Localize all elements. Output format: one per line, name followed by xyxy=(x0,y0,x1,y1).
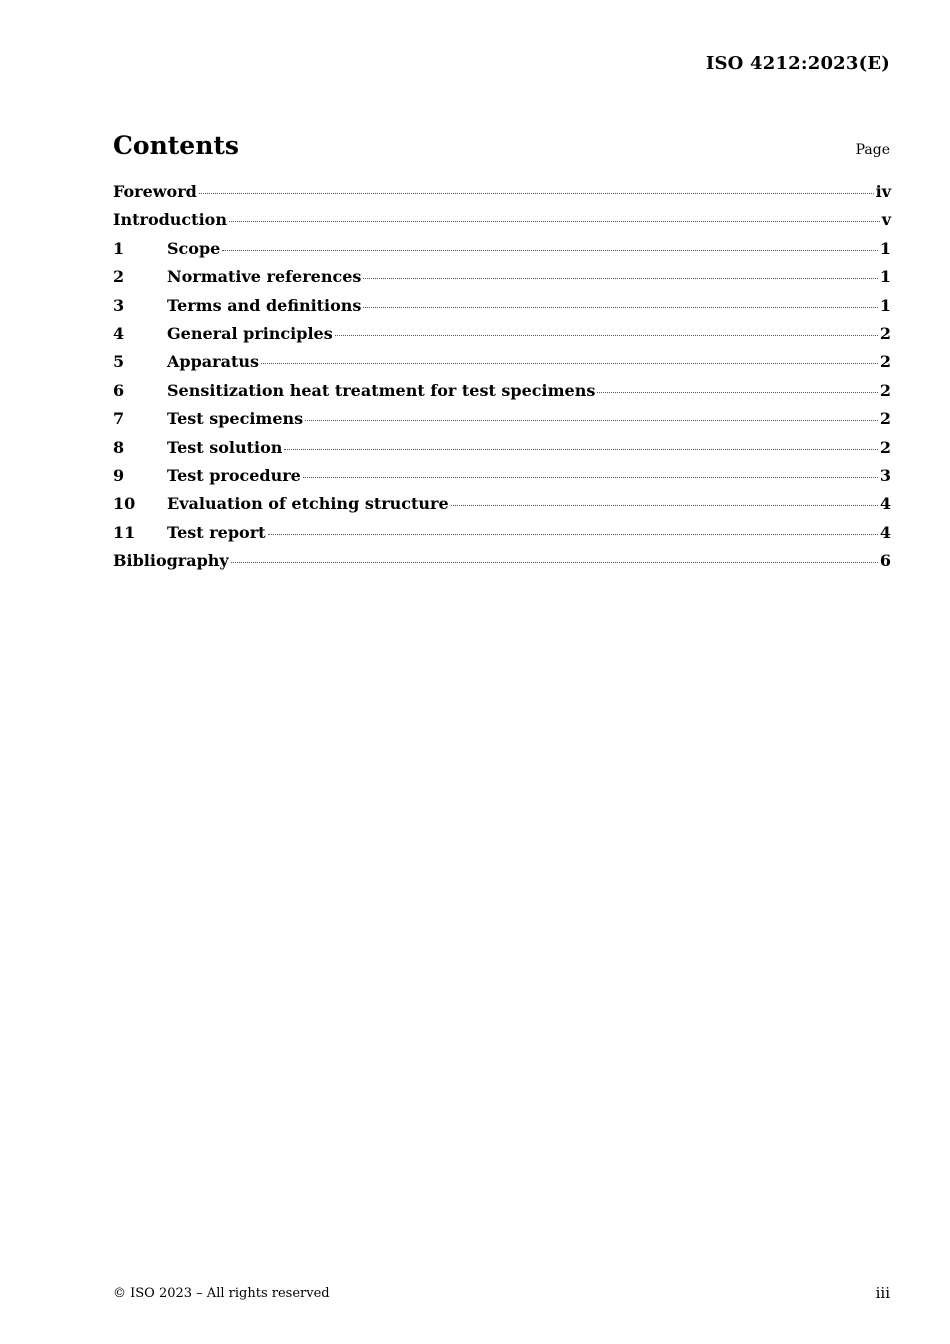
leader-dots xyxy=(363,278,877,279)
toc-entry-number: 4 xyxy=(113,323,125,343)
toc-entry-title: Test report xyxy=(167,522,266,542)
toc-entry-page: 3 xyxy=(879,465,891,485)
leader-dots xyxy=(222,250,878,251)
toc-entry-number: 8 xyxy=(113,437,125,457)
toc-entry-title: General principles xyxy=(167,323,333,343)
toc-entry-number: 11 xyxy=(113,522,136,542)
toc-entry-page: 2 xyxy=(879,409,891,429)
document-id: ISO 4212:2023(E) xyxy=(705,53,890,74)
toc-entry-test-solution[interactable] xyxy=(113,438,891,466)
toc-entry-foreword[interactable] xyxy=(113,182,891,210)
toc-entry-page: 6 xyxy=(879,551,891,571)
leader-dots xyxy=(284,449,877,450)
leader-dots xyxy=(199,193,874,194)
contents-heading: Contents xyxy=(113,131,240,160)
toc-entry-title: Bibliography xyxy=(113,551,229,571)
toc-entry-page: 1 xyxy=(879,238,891,258)
leader-dots xyxy=(363,307,877,308)
toc-entry-number: 5 xyxy=(113,352,125,372)
leader-dots xyxy=(451,505,878,506)
toc-entry-introduction[interactable] xyxy=(113,210,891,238)
toc-entry-page: 2 xyxy=(879,352,891,372)
toc-entry-normative-references[interactable] xyxy=(113,267,891,295)
toc-entry-general-principles[interactable] xyxy=(113,324,891,352)
toc-entry-title: Scope xyxy=(167,238,221,258)
toc-entry-number: 2 xyxy=(113,267,125,287)
toc-entry-title: Sensitization heat treatment for test specimens xyxy=(167,380,596,400)
toc-entry-title: Introduction xyxy=(113,210,227,230)
toc-entry-number: 1 xyxy=(113,238,125,258)
toc-entry-page: v xyxy=(881,210,891,230)
toc-entry-number: 10 xyxy=(113,494,136,514)
toc-entry-sensitization-heat-treatment[interactable] xyxy=(113,381,891,409)
toc-entry-title: Terms and definitions xyxy=(167,295,362,315)
toc-entry-page: 1 xyxy=(879,267,891,287)
page-number: iii xyxy=(875,1284,890,1302)
copyright-notice: © ISO 2023 – All rights reserved xyxy=(113,1286,330,1301)
toc-entry-title: Foreword xyxy=(113,182,197,201)
toc-entry-title: Test solution xyxy=(167,437,283,457)
leader-dots xyxy=(597,392,878,393)
leader-dots xyxy=(303,477,878,478)
toc-entry-page: 4 xyxy=(879,522,891,542)
toc-entry-bibliography[interactable] xyxy=(113,551,891,579)
toc-entry-number: 9 xyxy=(113,465,125,485)
toc-entry-evaluation-of-etching-structure[interactable] xyxy=(113,494,891,522)
toc-entry-title: Test specimens xyxy=(167,409,304,429)
toc-entry-page: 4 xyxy=(879,494,891,514)
toc-entry-number: 7 xyxy=(113,409,125,429)
leader-dots xyxy=(268,534,878,535)
toc-entry-page: 2 xyxy=(879,323,891,343)
leader-dots xyxy=(305,420,878,421)
leader-dots xyxy=(261,363,878,364)
toc-entry-number: 6 xyxy=(113,380,125,400)
toc-entry-apparatus[interactable] xyxy=(113,352,891,380)
toc-entry-scope[interactable] xyxy=(113,239,891,267)
toc-entry-page: 2 xyxy=(879,437,891,457)
toc-entry-page: 2 xyxy=(879,380,891,400)
toc-entry-test-procedure[interactable] xyxy=(113,466,891,494)
leader-dots xyxy=(335,335,878,336)
toc-entry-title: Evaluation of etching structure xyxy=(167,494,449,514)
toc-entry-test-report[interactable] xyxy=(113,523,891,551)
table-of-contents xyxy=(113,182,891,579)
toc-entry-title: Normative references xyxy=(167,267,362,287)
page-column-label: Page xyxy=(855,142,890,158)
toc-entry-page: 1 xyxy=(879,295,891,315)
toc-entry-test-specimens[interactable] xyxy=(113,409,891,437)
toc-entry-title: Apparatus xyxy=(167,352,259,372)
toc-entry-page: iv xyxy=(875,182,891,201)
toc-entry-terms-and-definitions[interactable] xyxy=(113,296,891,324)
leader-dots xyxy=(229,221,880,222)
toc-entry-title: Test procedure xyxy=(167,465,301,485)
leader-dots xyxy=(231,562,878,563)
toc-entry-number: 3 xyxy=(113,295,125,315)
